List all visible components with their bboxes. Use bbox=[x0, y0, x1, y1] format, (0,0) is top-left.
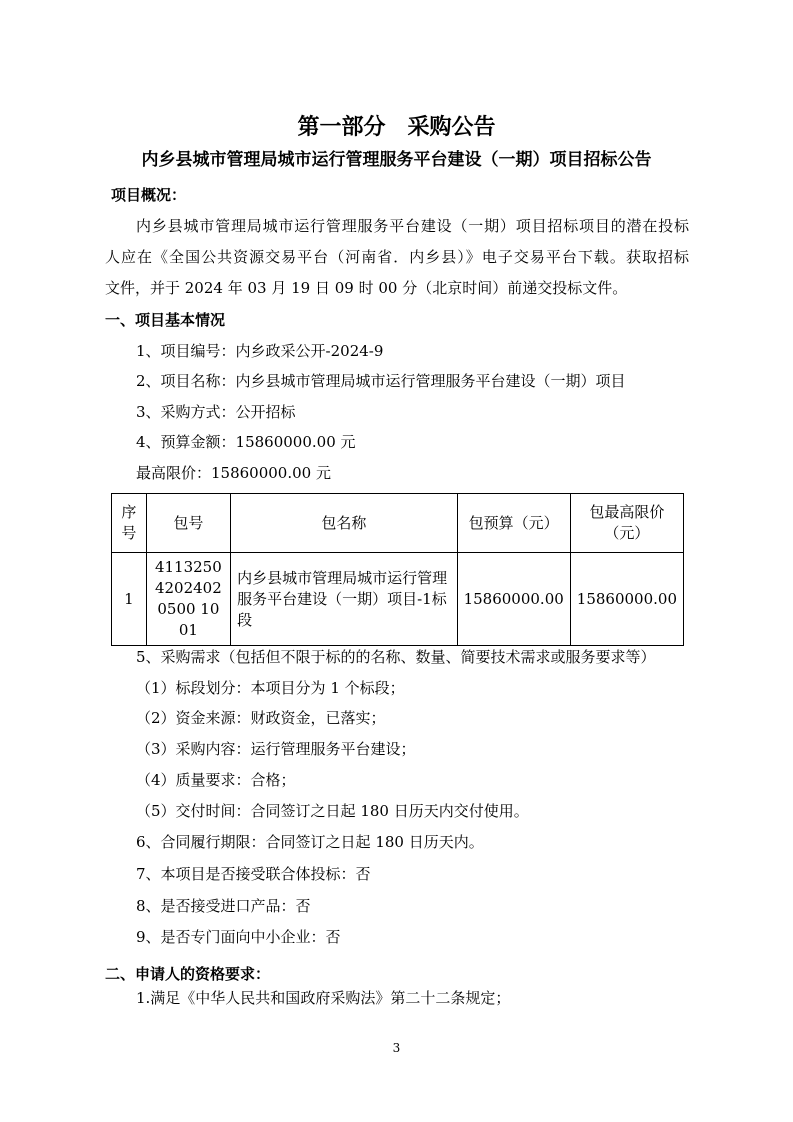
page-number: 3 bbox=[392, 1041, 401, 1055]
section-heading: 二、申请人的资格要求： bbox=[105, 965, 271, 983]
overview-line: 内乡县城市管理局城市运行管理服务平台建设（一期）项目招标项目的潜在投标 bbox=[136, 217, 689, 235]
basic-item: 最高限价：15860000.00 元 bbox=[136, 464, 331, 482]
requirement-item: （5）交付时间：合同签订之日起 180 日历天内交付使用。 bbox=[136, 802, 529, 820]
table-cell: 15860000.00 bbox=[570, 553, 683, 646]
requirement-item: 9、是否专门面向中小企业：否 bbox=[136, 928, 341, 946]
table-header-cell: 序号 bbox=[112, 494, 147, 553]
section-heading: 一、项目基本情况 bbox=[105, 311, 226, 329]
basic-item: 2、项目名称：内乡县城市管理局城市运行管理服务平台建设（一期）项目 bbox=[136, 372, 626, 390]
requirement-item: （2）资金来源：财政资金，已落实； bbox=[136, 709, 386, 727]
requirement-item: 6、合同履行期限：合同签订之日起 180 日历天内。 bbox=[136, 833, 484, 851]
overview-heading: 项目概况： bbox=[111, 186, 187, 204]
page-title: 第一部分 采购公告 bbox=[297, 115, 496, 140]
table-cell: 15860000.00 bbox=[457, 553, 570, 646]
requirement-item: 5、采购需求（包括但不限于标的的名称、数量、简要技术需求或服务要求等） bbox=[136, 648, 656, 666]
requirement-item: （1）标段划分：本项目分为 1 个标段； bbox=[136, 679, 405, 697]
table-header-cell: 包号 bbox=[146, 494, 230, 553]
requirement-item: 7、本项目是否接受联合体投标：否 bbox=[136, 865, 371, 883]
basic-item: 3、采购方式：公开招标 bbox=[136, 403, 296, 421]
basic-item: 1、项目编号：内乡政采公开-2024-9 bbox=[136, 342, 384, 360]
table-cell: 内乡县城市管理局城市运行管理服务平台建设（一期）项目-1标段 bbox=[231, 553, 458, 646]
table-cell: 1 bbox=[112, 553, 147, 646]
table-header-cell: 包名称 bbox=[231, 494, 458, 553]
table-header-cell: 包预算（元） bbox=[457, 494, 570, 553]
overview-line: 人应在《全国公共资源交易平台（河南省．内乡县）》电子交易平台下载。获取招标 bbox=[105, 248, 689, 266]
table-cell: 411325042024020500 1001 bbox=[146, 553, 230, 646]
requirement-item: 8、是否接受进口产品：否 bbox=[136, 897, 311, 915]
table-header-row bbox=[112, 494, 684, 553]
qualification-item: 1.满足《中华人民共和国政府采购法》第二十二条规定； bbox=[136, 989, 511, 1007]
requirement-item: （3）采购内容：运行管理服务平台建设； bbox=[136, 740, 416, 758]
basic-item: 4、预算金额：15860000.00 元 bbox=[136, 433, 356, 451]
table-header-cell: 包最高限价（元） bbox=[570, 494, 683, 553]
requirement-item: （4）质量要求：合格； bbox=[136, 771, 296, 789]
table-row bbox=[112, 553, 684, 646]
overview-line: 文件，并于 2024 年 03 月 19 日 09 时 00 分（北京时间）前递交投标文件。 bbox=[105, 279, 628, 297]
page-subtitle: 内乡县城市管理局城市运行管理服务平台建设（一期）项目招标公告 bbox=[141, 150, 652, 170]
package-table bbox=[111, 493, 684, 646]
